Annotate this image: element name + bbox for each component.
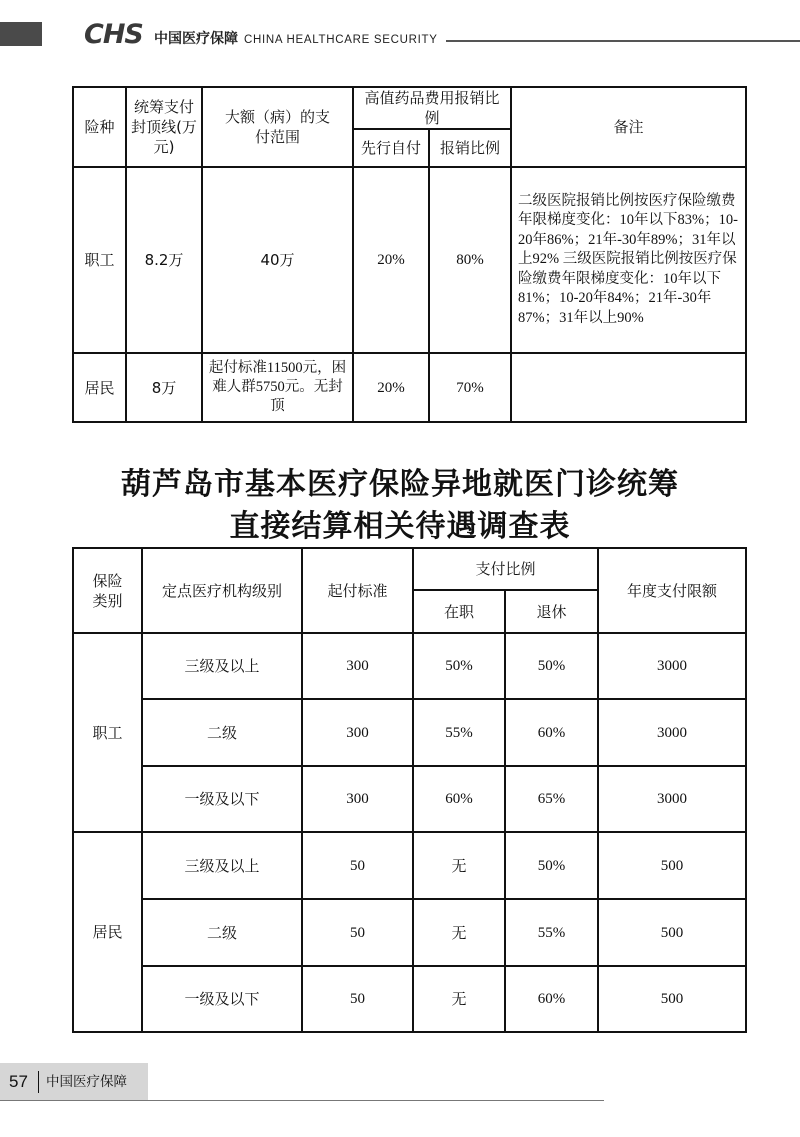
header-publication-cn: 中国医疗保障 [154, 31, 238, 47]
cell-level: 二级 [142, 699, 302, 766]
cell-start: 50 [302, 899, 413, 966]
cell-retired: 65% [505, 766, 598, 832]
footer-separator [38, 1071, 39, 1093]
cell-limit: 500 [598, 966, 746, 1032]
cell-insurance-type: 职工 [73, 633, 142, 832]
header-rule [446, 40, 800, 42]
page-title-line2: 直接结算相关待遇调查表 [229, 509, 571, 544]
cell-start: 50 [302, 832, 413, 899]
cell-self-pay: 20% [353, 353, 429, 422]
th-type: 险种 [73, 87, 126, 167]
th-self-pay: 先行自付 [353, 129, 429, 167]
cell-start: 300 [302, 699, 413, 766]
cell-working: 50% [413, 633, 505, 699]
cell-limit: 3000 [598, 633, 746, 699]
outpatient-table [72, 547, 747, 1033]
th-note: 备注 [511, 87, 746, 167]
th-range: 大额（病）的支付范围 [202, 87, 353, 167]
table-row [73, 353, 746, 422]
cell-start: 300 [302, 766, 413, 832]
cell-ratio: 70% [429, 353, 511, 422]
cell-level: 三级及以上 [142, 633, 302, 699]
th-pay-ratio: 支付比例 [413, 548, 598, 590]
th-level: 定点医疗机构级别 [142, 548, 302, 633]
th-ratio: 报销比例 [429, 129, 511, 167]
cell-retired: 60% [505, 699, 598, 766]
page-number: 57 [9, 1072, 28, 1091]
table-row [73, 832, 746, 899]
th-start: 起付标准 [302, 548, 413, 633]
cell-limit: 3000 [598, 699, 746, 766]
th-working: 在职 [413, 590, 505, 633]
th-insurance-type: 保险类别 [73, 548, 142, 633]
page-title-line1: 葫芦岛市基本医疗保险异地就医门诊统筹 [121, 467, 679, 502]
th-retired: 退休 [505, 590, 598, 633]
th-cap-line: 统筹支付封顶线(万元) [126, 87, 202, 167]
cell-range: 40万 [202, 167, 353, 353]
chs-logo: CHS [84, 19, 143, 50]
cell-retired: 50% [505, 633, 598, 699]
cell-ratio: 80% [429, 167, 511, 353]
cell-working: 无 [413, 966, 505, 1032]
cell-limit: 500 [598, 899, 746, 966]
footer-rule [0, 1100, 604, 1101]
table-row [73, 167, 746, 353]
header-dark-block [0, 22, 42, 46]
cell-range: 起付标准11500元，困难人群5750元。无封顶 [202, 353, 353, 422]
cell-note [511, 353, 746, 422]
cell-working: 无 [413, 832, 505, 899]
cell-working: 55% [413, 699, 505, 766]
cell-start: 300 [302, 633, 413, 699]
cell-working: 60% [413, 766, 505, 832]
header-publication-en: CHINA HEALTHCARE SECURITY [244, 34, 438, 46]
reimbursement-table [72, 86, 747, 423]
cell-level: 一级及以下 [142, 966, 302, 1032]
cell-limit: 500 [598, 832, 746, 899]
table-row [73, 899, 746, 966]
th-high-drug: 高值药品费用报销比例 [353, 87, 511, 129]
table-row [73, 966, 746, 1032]
cell-retired: 55% [505, 899, 598, 966]
cell-working: 无 [413, 899, 505, 966]
cell-limit: 3000 [598, 766, 746, 832]
table-row [73, 766, 746, 832]
footer-publication: 中国医疗保障 [46, 1074, 127, 1090]
cell-level: 二级 [142, 899, 302, 966]
cell-note: 二级医院报销比例按医疗保险缴费年限梯度变化：10年以下83%；10-20年86%；21年-30年89%；31年以上92% 三级医院报销比例按医疗保险缴费年限梯度变化：10年以下81%；10-20年84%；21年-30年87%；31年以上90% [511, 167, 746, 353]
cell-cap: 8.2万 [126, 167, 202, 353]
cell-type: 居民 [73, 353, 126, 422]
cell-level: 一级及以下 [142, 766, 302, 832]
cell-retired: 50% [505, 832, 598, 899]
th-annual-limit: 年度支付限额 [598, 548, 746, 633]
cell-retired: 60% [505, 966, 598, 1032]
cell-level: 三级及以上 [142, 832, 302, 899]
table-row [73, 699, 746, 766]
cell-start: 50 [302, 966, 413, 1032]
cell-self-pay: 20% [353, 167, 429, 353]
cell-cap: 8万 [126, 353, 202, 422]
table-row [73, 633, 746, 699]
cell-type: 职工 [73, 167, 126, 353]
cell-insurance-type: 居民 [73, 832, 142, 1032]
